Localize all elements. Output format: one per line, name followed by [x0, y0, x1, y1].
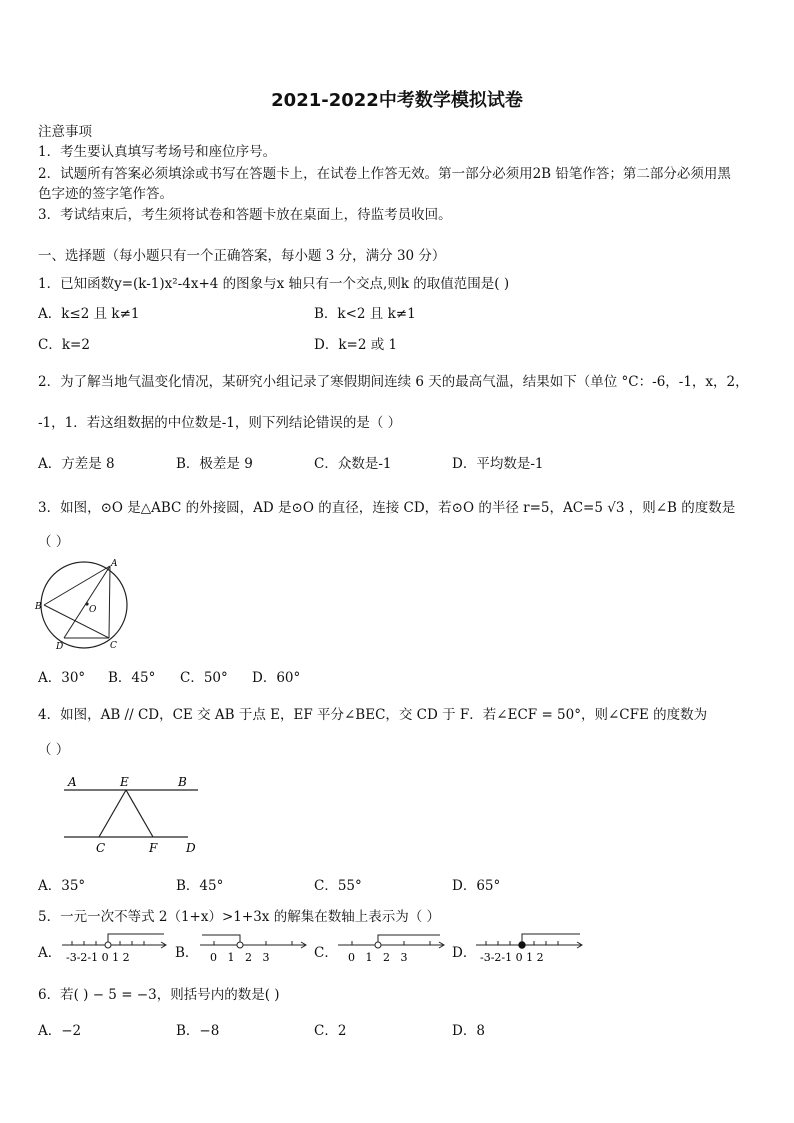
q4-stem-line2: （ ） — [38, 742, 70, 758]
q2-option-a: A．方差是 8 — [38, 456, 115, 472]
label-a: A — [68, 775, 77, 789]
label-e: E — [120, 775, 129, 789]
q2-stem-line2: -1，1．若这组数据的中位数是-1，则下列结论错误的是（ ） — [38, 415, 402, 431]
q5-number-line-d — [474, 930, 586, 966]
q4-stem-line1: 4．如图，AB // CD，CE 交 AB 于点 E，EF 平分∠BEC，交 CD 于 F．若∠ECF = 50°，则∠CFE 的度数为 — [38, 707, 708, 723]
q5-option-a-label: A． — [38, 945, 62, 961]
page-title: 2021-2022中考数学模拟试卷 — [271, 90, 523, 111]
q1-option-b: B．k<2 且 k≠1 — [314, 306, 416, 322]
q5-number-line-a — [60, 930, 170, 966]
segment-ef — [126, 790, 153, 837]
q2-stem-line1: 2．为了解当地气温变化情况，某研究小组记录了寒假期间连续 6 天的最高气温，结果如下（单位 °C：-6，-1，x，2， — [38, 374, 749, 390]
q1-stem: 1．已知函数y=(k-1)x²-4x+4 的图象与x 轴只有一个交点,则k 的取值范围是( ) — [38, 276, 510, 292]
axis-labels-a: -3-2-1 0 1 2 — [66, 951, 130, 964]
note-1: 1．考生要认真填写考场号和座位序号。 — [38, 144, 277, 160]
label-d: D — [56, 642, 64, 652]
q2-option-c: C．众数是-1 — [314, 456, 392, 472]
q5-option-b-label: B． — [175, 945, 199, 961]
section-heading: 一、选择题（每小题只有一个正确答案，每小题 3 分，满分 30 分） — [38, 248, 446, 264]
q3-option-d: D．60° — [252, 670, 301, 686]
q6-option-b: B．−8 — [176, 1023, 220, 1039]
label-c: C — [110, 641, 117, 651]
notes-heading: 注意事项 — [38, 124, 92, 140]
q2-option-d: D．平均数是-1 — [452, 456, 544, 472]
note-2-line2: 色字迹的签字笔作答。 — [38, 186, 173, 202]
q6-option-d: D．8 — [452, 1023, 485, 1039]
axis-labels-d: -3-2-1 0 1 2 — [480, 951, 544, 964]
q3-circle-figure — [32, 558, 136, 654]
segment-ab — [44, 566, 110, 605]
q5-number-line-c — [336, 930, 448, 966]
q4-option-c: C．55° — [314, 878, 362, 894]
q1-option-a: A．k≤2 且 k≠1 — [38, 306, 140, 322]
q3-option-b: B．45° — [108, 670, 156, 686]
q3-option-c: C．50° — [180, 670, 228, 686]
q5-stem: 5．一元一次不等式 2（1+x）>1+3x 的解集在数轴上表示为（ ） — [38, 909, 440, 925]
label-f: F — [149, 841, 158, 855]
q5-option-d-label: D． — [452, 945, 477, 961]
note-2-line1: 2．试题所有答案必须填涂或书写在答题卡上，在试卷上作答无效。第一部分必须用2B 铅笔作答；第二部分必须用黑 — [38, 166, 731, 182]
q6-option-c: C．2 — [314, 1023, 347, 1039]
note-3: 3．考试结束后，考生须将试卷和答题卡放在桌面上，待监考员收回。 — [38, 207, 452, 223]
q6-stem: 6．若( ) − 5 = −3，则括号内的数是( ) — [38, 987, 280, 1003]
label-a: A — [111, 559, 118, 569]
q1-option-c: C．k=2 — [38, 337, 90, 353]
segment-bc — [44, 605, 109, 638]
label-c: C — [96, 841, 106, 855]
q3-option-a: A．30° — [38, 670, 86, 686]
circle-o — [41, 562, 127, 648]
q4-option-d: D．65° — [452, 878, 501, 894]
q5-number-line-b — [198, 930, 310, 966]
q4-option-b: B．45° — [176, 878, 224, 894]
q1-option-d: D．k=2 或 1 — [314, 337, 398, 353]
label-b: B — [35, 602, 42, 612]
q5-option-c-label: C． — [314, 945, 338, 961]
segment-ac — [109, 566, 110, 638]
segment-ec — [99, 790, 126, 837]
label-o: O — [89, 605, 97, 615]
q6-option-a: A．−2 — [38, 1023, 82, 1039]
q4-option-a: A．35° — [38, 878, 86, 894]
axis-labels-b: 0 1 2 3 — [210, 951, 270, 964]
q2-option-b: B．极差是 9 — [176, 456, 253, 472]
q3-stem-line2: （ ） — [38, 534, 70, 550]
q3-stem-line1: 3．如图，⊙O 是△ABC 的外接圆，AD 是⊙O 的直径，连接 CD，若⊙O 的半径 r=5，AC=5 √3 ，则∠B 的度数是 — [38, 500, 736, 516]
axis-labels-c: 0 1 2 3 — [348, 951, 408, 964]
q4-parallel-lines-figure — [56, 772, 206, 856]
label-d: D — [186, 841, 196, 855]
label-b: B — [178, 775, 187, 789]
